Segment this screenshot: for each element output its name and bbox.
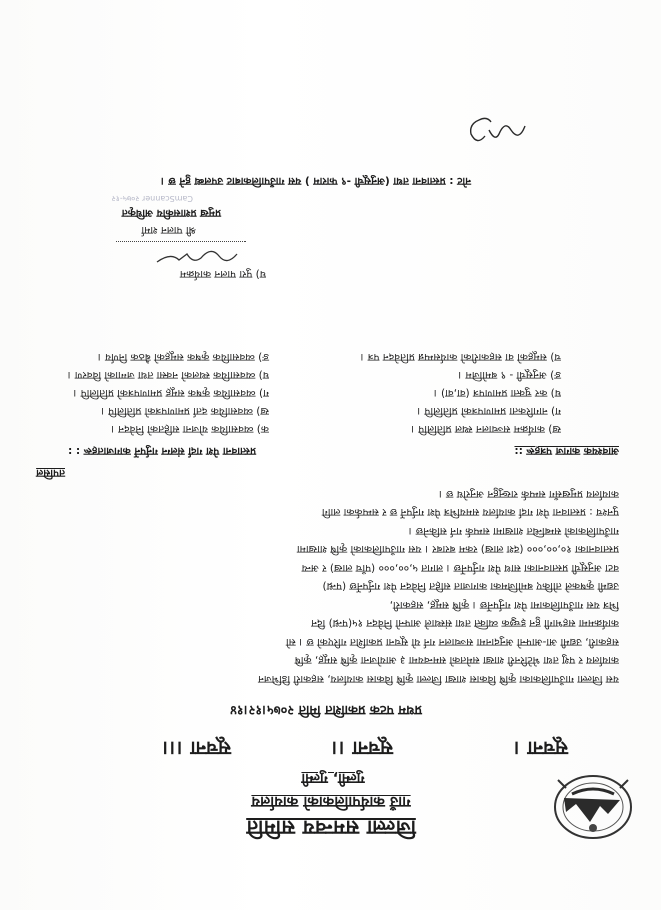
government-emblem-icon xyxy=(552,772,634,842)
required-docs-heading-right: आवश्यक कागज पत्रहरू :: xyxy=(514,445,619,457)
signature-extra-lines xyxy=(46,265,266,282)
list-item: ग) व्यवसायिक कृषक समूह प्रमाणपत्रको प्रतिलिपि । xyxy=(73,387,269,399)
footer-note: नोट : प्रस्तावना तथा (अनुसूची -९ फाराम ) यस गाउँपालिकाबाट उपलब्ध हुने छ । xyxy=(160,175,471,187)
list-item: क) व्यवसायिक योजना सहितको निवेदन । xyxy=(110,423,269,435)
body-line: वटा अनुसूची प्रस्तावनाका साथ पेश गर्नुपर्नेछ । लागत ५,००,००० (पाँच लाख) र अन्य xyxy=(301,562,619,574)
body-line: सहकारी, उद्यमी आ-आफ्नो अनुदानमा सञ्चालन गर्न यो सूचना प्रकाशित गरिएको छ । सो xyxy=(285,636,619,648)
list-item: ग) नागरिकता प्रमाणपत्रको प्रतिलिपि । xyxy=(417,405,561,417)
office-title: जिल्ला समन्वय समिति xyxy=(246,816,416,840)
publication-date-line: प्रथम पटक प्रकाशित मिति २०७५।१२।१४ xyxy=(230,702,422,717)
signature-rule xyxy=(116,241,246,242)
signature-title: प्रमुख प्रशासकीय अधिकृत xyxy=(121,207,221,219)
body-line: उद्यमी कृषकले तोकिए बमोजिमका कागजात सहित निवेदन पेश गर्नुपर्नेछ (पन्ध्र) xyxy=(322,580,619,593)
body-line: कार्यक्रममा सहभागी हुन इच्छुक व्यक्ति तथा संस्थाले आफ्नो निवेदन १५(पन्ध्र) दिन xyxy=(311,617,619,630)
body-line: पुनश्च : प्रस्तावना पेश गर्दा कार्यालय समयभित्र पेश गर्नुपर्ने छ र सम्पर्कका लागि xyxy=(321,506,619,519)
list-item: ङ) अनुसूची - ९ बमोजिम । xyxy=(458,369,561,381)
signature-name: श्री पालन शर्मा xyxy=(141,224,196,236)
body-line: गाउँपालिकाको सम्बन्धित शाखामा सम्पर्क गर्न सकिनेछ । xyxy=(408,525,619,537)
section-label: तपसिल xyxy=(36,467,65,479)
notice-body xyxy=(47,485,619,689)
docs-right-list xyxy=(281,348,561,438)
handwritten-initials xyxy=(461,110,531,150)
list-item: घ) पुरा पालन कार्यक्रम xyxy=(179,268,266,280)
required-docs-heading: प्रस्तावना पेश गर्दा संलग्न गर्नुपर्ने कागजातहरू : : xyxy=(68,445,256,457)
notice-tag-1: सूचना । xyxy=(513,737,568,759)
list-item: ख) कार्यक्रम सञ्चालन स्थल प्रतिलिपि । xyxy=(410,423,561,435)
list-item: ङ) व्यवसायिक कृषक समूहको बैठक निर्णय । xyxy=(97,351,269,363)
list-item: घ) व्यवसायिक स्थलको नक्सा तथा जग्गाको विवरण । xyxy=(67,369,269,381)
list-item: घ) कर चुक्ता प्रमाणपत्र (वा,वा) । xyxy=(433,387,561,399)
body-line: कार्यालय प्रमुखसँग सम्पर्क राख्नुहुन अनुरोध छ । xyxy=(438,488,619,500)
office-place: गुल्मी, गुल्मी xyxy=(301,770,365,786)
body-line: यस जिल्ला गाउँपालिकाका कृषि विकास शाखा जिल्ला कृषि विकास कार्यालय, सहकारी डिभिजन xyxy=(258,673,619,685)
body-line: कार्यालय र पशु तथा भेटेरिनरी शाखा समेतको समन्वयमा ३ आयोजना कृषि समूह, कृषि xyxy=(294,654,619,667)
list-item: ख) व्यवसायिक दर्ता प्रमाणपत्रको प्रतिलिपि । xyxy=(100,405,269,417)
office-subtitle: गाउँ कार्यपालिकाको कार्यालय xyxy=(251,793,411,811)
notice-tag-3: सूचना ।।। xyxy=(162,737,231,759)
body-line: प्रस्तावनाका १०,००,००० (दश लाख) रकम बराबर । यस गाउँपालिकाको कृषि शाखामा xyxy=(296,543,619,556)
body-line: भित्र यस गाउँपालिकामा पेश गर्नुपर्नेछ । कृषि समूह, सहकारी, xyxy=(389,599,619,611)
list-item: च) समूहको वा सहकारीको कार्यसम्पन्न प्रतिवेदन पत्र । xyxy=(360,351,561,363)
notice-tag-2: सूचना ।। xyxy=(331,737,393,759)
scan-stamp: CamScanner २०७५-१२ xyxy=(111,194,193,203)
docs-left-list xyxy=(39,348,269,438)
